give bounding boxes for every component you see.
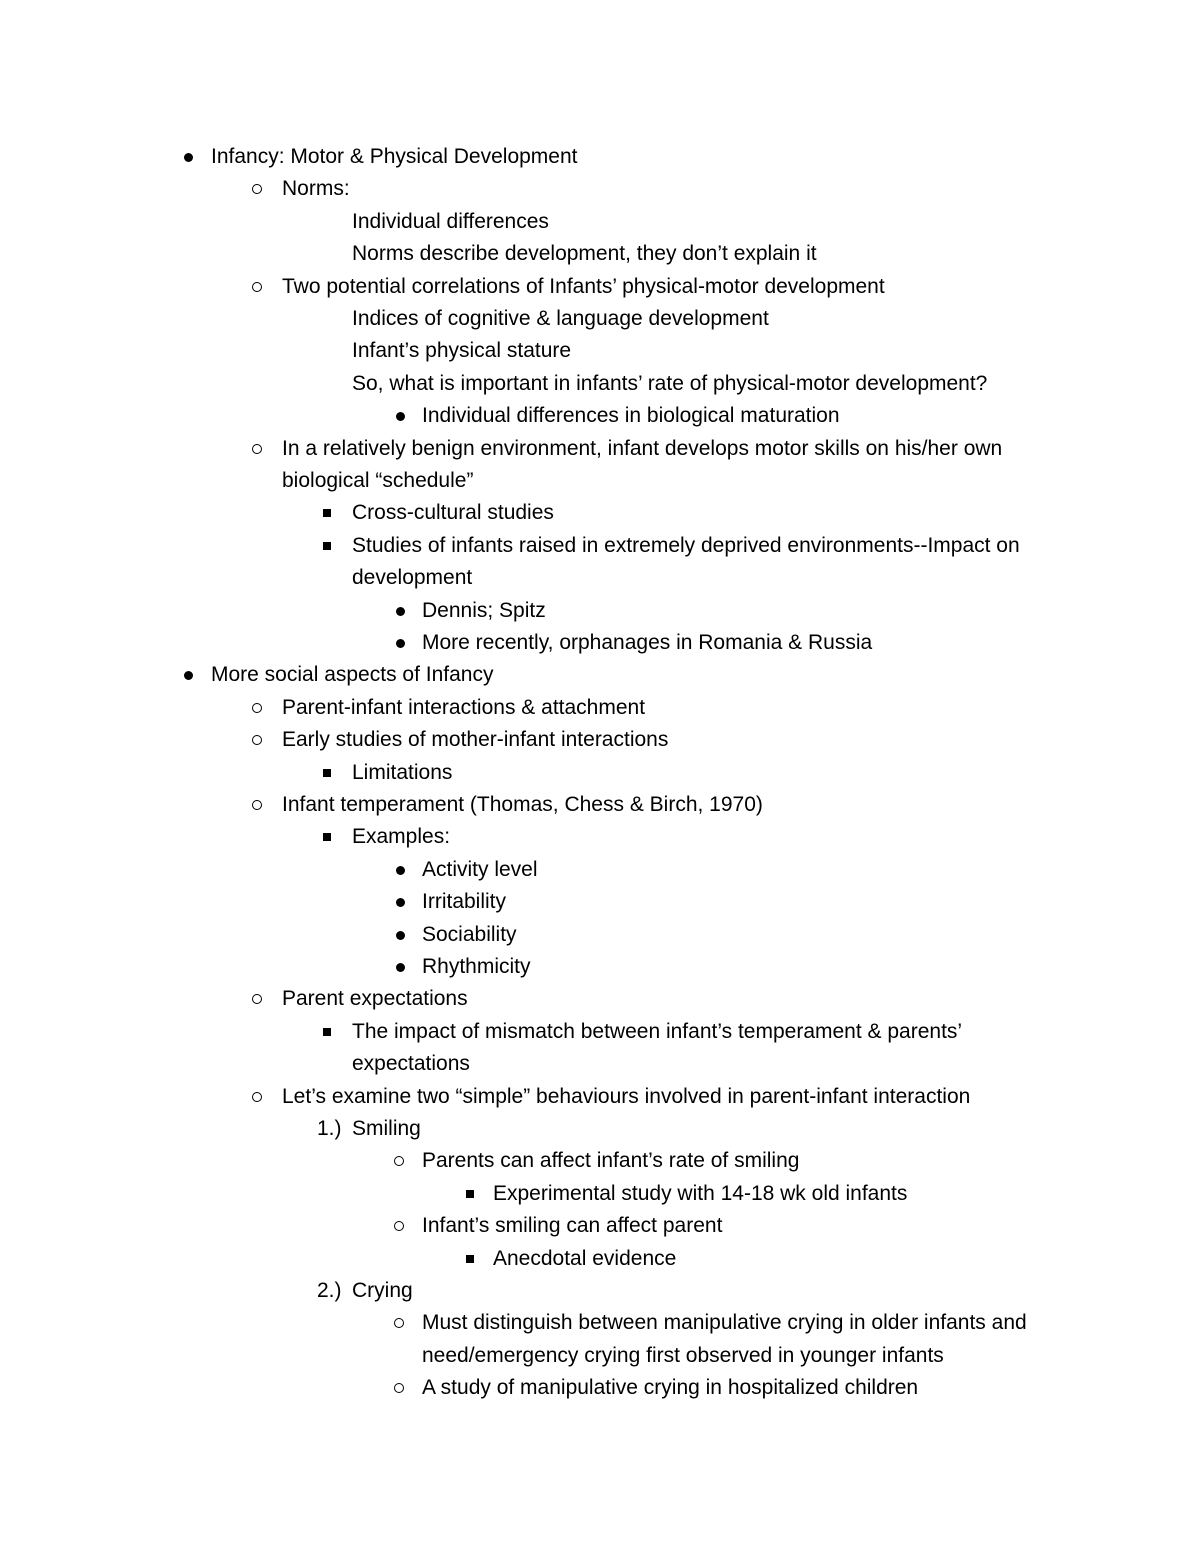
circle-bullet-icon xyxy=(390,1210,414,1242)
line-text: Studies of infants raised in extremely deprived environments--Impact on xyxy=(352,533,1020,557)
outline-line xyxy=(0,433,1200,465)
outline-line xyxy=(0,368,1200,400)
line-text: Limitations xyxy=(352,760,453,784)
outline-line xyxy=(0,141,1200,173)
outline-line xyxy=(0,530,1200,562)
line-text: Infant’s physical stature xyxy=(352,339,572,363)
line-text: Crying xyxy=(352,1279,413,1302)
outline-line xyxy=(0,1243,1200,1275)
disc-bullet-icon xyxy=(390,951,414,983)
outline-line xyxy=(0,854,1200,886)
outline-line xyxy=(0,238,1200,270)
list-number: 1.) xyxy=(317,1117,342,1140)
line-text: Anecdotal evidence xyxy=(493,1246,677,1270)
line-text: Irritability xyxy=(422,890,507,914)
outline-line xyxy=(0,692,1200,724)
circle-bullet-icon xyxy=(390,1145,414,1177)
outline-line xyxy=(0,659,1200,691)
disc-bullet-icon xyxy=(390,595,414,627)
list-number: 2.) xyxy=(317,1279,342,1302)
outline-line xyxy=(0,1178,1200,1210)
line-text: So, what is important in infants’ rate of physical-motor development? xyxy=(352,371,988,395)
square-bullet-icon xyxy=(318,497,342,529)
line-text: Infant’s smiling can affect parent xyxy=(422,1214,723,1238)
disc-bullet-icon xyxy=(390,919,414,951)
outline-line xyxy=(0,1340,1200,1372)
outline-line xyxy=(0,724,1200,756)
line-text: need/emergency crying first observed in younger infants xyxy=(422,1343,944,1367)
line-text: Let’s examine two “simple” behaviours involved in parent-infant interaction xyxy=(282,1084,971,1108)
line-text: Sociability xyxy=(422,922,517,946)
outline-line xyxy=(0,1275,1200,1307)
circle-bullet-icon xyxy=(248,433,272,465)
circle-bullet-icon xyxy=(248,692,272,724)
outline-line xyxy=(0,983,1200,1015)
square-bullet-icon xyxy=(318,530,342,562)
outline-line xyxy=(0,465,1200,497)
line-text: Examples: xyxy=(352,825,451,849)
line-text: Early studies of mother-infant interactions xyxy=(282,728,669,752)
outline-line xyxy=(0,206,1200,238)
line-text: Indices of cognitive & language development xyxy=(352,307,769,330)
square-bullet-icon xyxy=(461,1178,485,1210)
outline-line xyxy=(0,789,1200,821)
outline-line xyxy=(0,919,1200,951)
outline-line xyxy=(0,335,1200,367)
line-text: Rhythmicity xyxy=(422,955,531,978)
circle-bullet-icon xyxy=(390,1372,414,1404)
line-text: development xyxy=(352,566,473,590)
outline-line xyxy=(0,1145,1200,1177)
outline-line xyxy=(0,757,1200,789)
square-bullet-icon xyxy=(318,757,342,789)
disc-bullet-icon xyxy=(390,854,414,886)
square-bullet-icon xyxy=(461,1243,485,1275)
line-text: Experimental study with 14-18 wk old infants xyxy=(493,1181,908,1205)
outline-line xyxy=(0,271,1200,303)
disc-bullet-icon xyxy=(390,400,414,432)
disc-bullet-icon xyxy=(178,659,202,691)
line-text: A study of manipulative crying in hospitalized children xyxy=(422,1376,919,1400)
disc-bullet-icon xyxy=(178,141,202,173)
line-text: More recently, orphanages in Romania & Russia xyxy=(422,631,873,654)
line-text: Parents can affect infant’s rate of smiling xyxy=(422,1149,800,1173)
disc-bullet-icon xyxy=(390,627,414,659)
disc-bullet-icon xyxy=(390,886,414,918)
outline-line xyxy=(0,497,1200,529)
circle-bullet-icon xyxy=(248,983,272,1015)
outline-line xyxy=(0,595,1200,627)
line-text: Individual differences xyxy=(352,209,549,233)
line-text: The impact of mismatch between infant’s temperament & parents’ xyxy=(352,1019,963,1043)
outline-line xyxy=(0,1307,1200,1339)
line-text: Infancy: Motor & Physical Development xyxy=(211,145,578,168)
outline-line xyxy=(0,562,1200,594)
outline-line xyxy=(0,627,1200,659)
outline-line xyxy=(0,1372,1200,1404)
line-text: Dennis; Spitz xyxy=(422,598,546,622)
line-text: Parent expectations xyxy=(282,987,468,1011)
square-bullet-icon xyxy=(318,821,342,853)
line-text: Parent-infant interactions & attachment xyxy=(282,695,646,719)
line-text: Norms describe development, they don’t explain it xyxy=(352,242,817,266)
outline-line xyxy=(0,1048,1200,1080)
outline-line xyxy=(0,951,1200,983)
line-text: Activity level xyxy=(422,857,538,881)
line-text: Individual differences in biological maturation xyxy=(422,404,840,428)
outline-line xyxy=(0,1081,1200,1113)
line-text: More social aspects of Infancy xyxy=(211,663,494,687)
line-text: Cross-cultural studies xyxy=(352,501,554,525)
circle-bullet-icon xyxy=(248,724,272,756)
circle-bullet-icon xyxy=(390,1307,414,1339)
outline-line xyxy=(0,400,1200,432)
circle-bullet-icon xyxy=(248,173,272,205)
circle-bullet-icon xyxy=(248,1081,272,1113)
line-text: Must distinguish between manipulative crying in older infants and xyxy=(422,1311,1027,1335)
outline-line xyxy=(0,1113,1200,1145)
outline-line xyxy=(0,303,1200,335)
line-text: Smiling xyxy=(352,1117,421,1140)
circle-bullet-icon xyxy=(248,271,272,303)
outline-line xyxy=(0,173,1200,205)
line-text: Norms: xyxy=(282,177,350,201)
outline-line xyxy=(0,1210,1200,1242)
line-text: Infant temperament (Thomas, Chess & Birch, 1970) xyxy=(282,793,763,816)
circle-bullet-icon xyxy=(248,789,272,821)
outline-line xyxy=(0,886,1200,918)
outline-line xyxy=(0,821,1200,853)
line-text: Two potential correlations of Infants’ physical-motor development xyxy=(282,274,885,298)
line-text: expectations xyxy=(352,1052,470,1076)
line-text: In a relatively benign environment, infant develops motor skills on his/her own xyxy=(282,436,1003,460)
square-bullet-icon xyxy=(318,1016,342,1048)
line-text: biological “schedule” xyxy=(282,469,474,492)
outline-line xyxy=(0,1016,1200,1048)
